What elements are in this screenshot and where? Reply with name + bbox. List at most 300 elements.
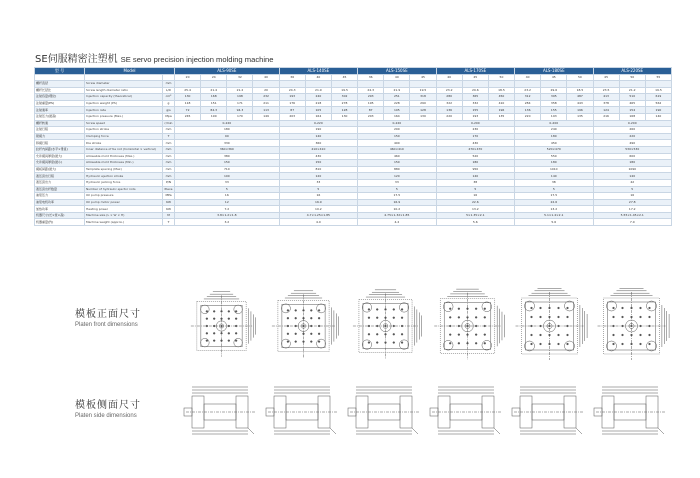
row-unit: mm bbox=[163, 127, 175, 134]
table-row bbox=[35, 153, 672, 160]
value-cell: 18.5 bbox=[567, 87, 593, 94]
value-cell: 3.8×1.2×1.8 bbox=[175, 212, 280, 219]
value-cell: 176 bbox=[279, 100, 305, 107]
value-cell: 1090 bbox=[593, 166, 671, 173]
value-cell: 120 bbox=[358, 173, 436, 180]
screw-size-cell: 55 bbox=[645, 75, 671, 81]
value-cell: 322 bbox=[436, 100, 462, 107]
value-cell: 21.2 bbox=[227, 87, 253, 94]
value-cell: 21.9 bbox=[384, 87, 410, 94]
value-cell: 124 bbox=[593, 107, 619, 114]
value-cell: 140 bbox=[279, 133, 357, 140]
value-cell: 105 bbox=[384, 107, 410, 114]
value-cell: 430 bbox=[279, 153, 357, 160]
value-cell: 33 bbox=[175, 179, 280, 186]
row-label-en: Injection weight (PS) bbox=[85, 100, 163, 107]
screw-size-cell: 40 bbox=[515, 75, 541, 81]
model-header: ALS-140SE bbox=[279, 68, 357, 75]
screw-size-cell: 40 bbox=[436, 75, 462, 81]
value-cell: 23.2 bbox=[515, 87, 541, 94]
value-cell: 240 bbox=[515, 127, 593, 134]
value-cell: 4.0 bbox=[279, 219, 357, 226]
value-cell bbox=[305, 81, 331, 88]
screw-size-cell: 45 bbox=[462, 75, 488, 81]
value-cell: 94.3 bbox=[227, 107, 253, 114]
value-cell: 5 bbox=[436, 186, 514, 193]
value-cell: 29.6 bbox=[541, 87, 567, 94]
value-cell: 17.5 bbox=[515, 193, 593, 200]
value-cell: 136 bbox=[436, 107, 462, 114]
row-label-cn: 移模行程 bbox=[35, 140, 85, 147]
platen-front-drawing bbox=[264, 282, 343, 366]
row-label-en: Hydraulic ejection stroke bbox=[85, 173, 163, 180]
value-cell: 245 bbox=[175, 113, 201, 120]
row-unit: cm³ bbox=[163, 94, 175, 101]
value-cell: 154 bbox=[619, 107, 645, 114]
value-cell: 203 bbox=[279, 113, 305, 120]
value-cell: 443 bbox=[567, 100, 593, 107]
row-unit: mm bbox=[163, 81, 175, 88]
value-cell: 410×410 bbox=[279, 146, 357, 153]
value-cell: 400 bbox=[358, 140, 436, 147]
header-model: Model bbox=[85, 68, 175, 75]
page-title bbox=[35, 50, 273, 65]
value-cell: 450 bbox=[488, 94, 514, 101]
value-cell bbox=[462, 81, 488, 88]
value-cell: 140 bbox=[645, 113, 671, 120]
value-cell: 358 bbox=[541, 100, 567, 107]
model-header: ALS-150SE bbox=[358, 68, 436, 75]
value-cell: 4.7×1.25×1.85 bbox=[279, 212, 357, 219]
value-cell: 164 bbox=[384, 113, 410, 120]
value-cell: 29.6 bbox=[462, 87, 488, 94]
table-row bbox=[35, 166, 672, 173]
value-cell: 130 bbox=[410, 113, 436, 120]
value-cell: 318 bbox=[410, 94, 436, 101]
value-cell: 118 bbox=[175, 100, 201, 107]
value-cell: 150 bbox=[358, 160, 436, 167]
value-cell: 430 bbox=[436, 140, 514, 147]
table-row bbox=[35, 186, 672, 193]
value-cell: 38 bbox=[436, 179, 514, 186]
value-cell: 520×470 bbox=[515, 146, 593, 153]
value-cell: 5 bbox=[175, 186, 280, 193]
row-label-cn: 机器尺寸(长×宽×高) bbox=[35, 212, 85, 219]
row-label-cn: 注射容量(理论) bbox=[35, 94, 85, 101]
row-label-en: Machine size (L × W × H) bbox=[85, 212, 163, 219]
row-unit: mm bbox=[163, 166, 175, 173]
table-row bbox=[35, 140, 672, 147]
table-row bbox=[35, 219, 672, 226]
value-cell: 140 bbox=[515, 173, 593, 180]
row-label-en: Injection pressure (Max.) bbox=[85, 113, 163, 120]
row-unit: r/min bbox=[163, 120, 175, 127]
value-cell: 460 bbox=[358, 153, 436, 160]
value-cell: 5 bbox=[515, 186, 593, 193]
value-cell: 16.9 bbox=[279, 199, 357, 206]
value-cell: 5.6 bbox=[436, 219, 514, 226]
row-label-en: Injection capacity (theoretical) bbox=[85, 94, 163, 101]
row-unit: mm bbox=[163, 173, 175, 180]
header-type: 型 号 bbox=[35, 68, 85, 75]
table-row bbox=[35, 120, 672, 127]
value-cell: 260 bbox=[593, 127, 671, 134]
value-cell: 203 bbox=[358, 113, 384, 120]
value-cell: 302 bbox=[331, 94, 357, 101]
value-cell: 13.2 bbox=[436, 206, 514, 213]
value-cell: 5×1.35×2.1 bbox=[436, 212, 514, 219]
platen-front-drawing bbox=[592, 282, 671, 366]
value-cell: 487 bbox=[567, 94, 593, 101]
screw-size-cell: 36 bbox=[358, 75, 384, 81]
model-header: ALS-180SE bbox=[515, 68, 593, 75]
table-row bbox=[35, 173, 672, 180]
front-drawings bbox=[182, 282, 671, 366]
row-unit: T bbox=[163, 219, 175, 226]
value-cell: 312 bbox=[515, 94, 541, 101]
value-cell: 460×410 bbox=[358, 146, 436, 153]
value-cell: 5 bbox=[593, 186, 671, 193]
value-cell: 22.6 bbox=[436, 199, 514, 206]
value-cell: 180 bbox=[436, 160, 514, 167]
row-label-en: Hydraulic jacking force bbox=[85, 179, 163, 186]
screw-size-cell: 50 bbox=[567, 75, 593, 81]
screw-size-cell: 20 bbox=[175, 75, 201, 81]
value-cell: 0-200 bbox=[593, 120, 671, 127]
value-cell: 180 bbox=[175, 127, 280, 134]
table-row bbox=[35, 133, 672, 140]
table-row bbox=[35, 179, 672, 186]
value-cell: 710 bbox=[175, 166, 280, 173]
value-cell: 810 bbox=[279, 166, 357, 173]
value-cell: 72 bbox=[175, 107, 201, 114]
value-cell: 5.6 bbox=[515, 219, 593, 226]
value-cell: 251 bbox=[384, 94, 410, 101]
row-unit: KW bbox=[163, 206, 175, 213]
row-label-cn: 螺杆长径比 bbox=[35, 87, 85, 94]
value-cell: 200 bbox=[358, 127, 436, 134]
value-cell: 113 bbox=[253, 107, 279, 114]
value-cell bbox=[645, 81, 671, 88]
row-label-cn: 液压顶出力 bbox=[35, 179, 85, 186]
value-cell: 130 bbox=[331, 113, 357, 120]
row-label-en: Heating power bbox=[85, 206, 163, 213]
value-cell: 211 bbox=[253, 100, 279, 107]
table-header-row bbox=[35, 68, 672, 75]
value-cell: 18.5 bbox=[488, 87, 514, 94]
screw-size-cell: 45 bbox=[410, 75, 436, 81]
value-cell: 42 bbox=[593, 179, 671, 186]
row-label-cn: 注射行程 bbox=[35, 127, 85, 134]
value-cell: 1010 bbox=[515, 166, 593, 173]
value-cell: 19.5 bbox=[331, 87, 357, 94]
value-cell: 360 bbox=[279, 140, 357, 147]
row-label-en: Number of hydraulic ejector rods bbox=[85, 186, 163, 193]
value-cell: 619 bbox=[645, 94, 671, 101]
screw-size-cell: 40 bbox=[253, 75, 279, 81]
value-cell: 293 bbox=[358, 94, 384, 101]
value-cell: 120 bbox=[279, 173, 357, 180]
value-cell: 170 bbox=[227, 113, 253, 120]
value-cell: 170 bbox=[436, 133, 514, 140]
value-cell bbox=[515, 81, 541, 88]
value-cell: 33 bbox=[279, 179, 357, 186]
value-cell: 140 bbox=[593, 173, 671, 180]
value-cell: 218 bbox=[305, 100, 331, 107]
value-cell: 5.55×1.45×2.1 bbox=[593, 212, 671, 219]
value-cell: 5 bbox=[358, 186, 436, 193]
row-label-en: Machine weight (approx.) bbox=[85, 219, 163, 226]
platen-front-drawing bbox=[346, 282, 425, 366]
value-cell bbox=[567, 81, 593, 88]
row-unit: mm bbox=[163, 140, 175, 147]
value-cell: 23.5 bbox=[593, 87, 619, 94]
value-cell: 378 bbox=[593, 100, 619, 107]
platen-side-drawing bbox=[428, 382, 507, 440]
row-label-cn: 螺杆直径 bbox=[35, 81, 85, 88]
value-cell: 7.0 bbox=[593, 219, 671, 226]
table-row bbox=[35, 127, 672, 134]
row-unit: g/s bbox=[163, 107, 175, 114]
value-cell: 195 bbox=[358, 100, 384, 107]
row-label-en: Injection stroke bbox=[85, 127, 163, 134]
screw-size-cell: 36 bbox=[279, 75, 305, 81]
table-row bbox=[35, 87, 672, 94]
value-cell: 280 bbox=[436, 94, 462, 101]
value-cell: 7.2 bbox=[175, 206, 280, 213]
value-cell: 150 bbox=[279, 160, 357, 167]
value-cell: 151 bbox=[201, 100, 227, 107]
value-cell: 87 bbox=[279, 107, 305, 114]
value-cell bbox=[593, 81, 619, 88]
value-cell: 135 bbox=[488, 113, 514, 120]
value-cell: 196 bbox=[567, 107, 593, 114]
side-label-cn: 模板侧面尺寸 bbox=[75, 400, 141, 411]
row-label-cn: 液压顶出杆数量 bbox=[35, 186, 85, 193]
value-cell: 530×530 bbox=[593, 146, 671, 153]
row-label-en: Die stroke bbox=[85, 140, 163, 147]
row-label-cn: 液压顶出行程 bbox=[35, 173, 85, 180]
value-cell: 23.2 bbox=[436, 87, 462, 94]
value-cell: 290 bbox=[410, 100, 436, 107]
value-cell: 128 bbox=[331, 107, 357, 114]
front-label-cn: 模板正面尺寸 bbox=[75, 309, 141, 320]
value-cell: 168 bbox=[619, 113, 645, 120]
value-cell bbox=[227, 81, 253, 88]
value-cell: 130 bbox=[175, 94, 201, 101]
row-label-en: Clamping force bbox=[85, 133, 163, 140]
value-cell bbox=[253, 81, 279, 88]
side-section-label bbox=[75, 396, 141, 419]
screw-size-cell: 24 bbox=[201, 75, 227, 81]
value-cell: 278 bbox=[331, 100, 357, 107]
table-row bbox=[35, 199, 672, 206]
table-row bbox=[35, 81, 672, 88]
value-cell: 135 bbox=[567, 113, 593, 120]
row-label-en: Screw diameter bbox=[85, 81, 163, 88]
value-cell: 180 bbox=[515, 133, 593, 140]
table-row bbox=[35, 212, 672, 219]
value-cell: 19.5 bbox=[645, 87, 671, 94]
value-cell: 150 bbox=[358, 133, 436, 140]
table-row bbox=[35, 146, 672, 153]
value-cell: 880 bbox=[358, 166, 436, 173]
value-cell: 20 bbox=[253, 87, 279, 94]
value-cell: 240 bbox=[305, 94, 331, 101]
value-cell: 220 bbox=[436, 113, 462, 120]
value-cell: 193 bbox=[462, 113, 488, 120]
value-cell: 16 bbox=[436, 193, 514, 200]
value-cell: 4.75×1.32×1.85 bbox=[358, 212, 436, 219]
value-cell bbox=[384, 81, 410, 88]
side-label-en: Platen side dimensions bbox=[75, 413, 137, 419]
value-cell: 17.2 bbox=[593, 206, 671, 213]
value-cell: 470×470 bbox=[436, 146, 514, 153]
value-cell bbox=[358, 81, 384, 88]
row-unit: Piece bbox=[163, 186, 175, 193]
screw-size-cell: 50 bbox=[488, 75, 514, 81]
row-unit: g bbox=[163, 100, 175, 107]
table-row bbox=[35, 113, 672, 120]
value-cell: 24.3 bbox=[358, 87, 384, 94]
value-cell bbox=[279, 81, 305, 88]
value-cell: 193 bbox=[541, 113, 567, 120]
row-label-en: Injection rate bbox=[85, 107, 163, 114]
value-cell: 16 bbox=[279, 193, 357, 200]
value-cell: 395 bbox=[541, 94, 567, 101]
value-cell bbox=[619, 81, 645, 88]
value-cell: 190 bbox=[201, 113, 227, 120]
table-row bbox=[35, 100, 672, 107]
value-cell: 5 bbox=[279, 186, 357, 193]
model-header: ALS-220SE bbox=[593, 68, 671, 75]
row-label-en: Screw length diameter ratio bbox=[85, 87, 163, 94]
value-cell: 149 bbox=[253, 113, 279, 120]
title-chinese: SE伺服精密注塑机 bbox=[35, 54, 118, 65]
row-unit: mm bbox=[163, 146, 175, 153]
value-cell: 5.1×1.4×2.1 bbox=[515, 212, 593, 219]
row-unit: mm bbox=[163, 160, 175, 167]
value-cell: 3.2 bbox=[175, 219, 280, 226]
table-row bbox=[35, 160, 672, 167]
table-row bbox=[35, 107, 672, 114]
row-unit: mm bbox=[163, 153, 175, 160]
value-cell: 33 bbox=[358, 179, 436, 186]
platen-front-drawing bbox=[182, 282, 261, 366]
value-cell: 21.9 bbox=[305, 87, 331, 94]
value-cell: 0-220 bbox=[358, 120, 436, 127]
platen-side-drawing bbox=[592, 382, 671, 440]
row-unit: L/D bbox=[163, 87, 175, 94]
row-label-cn: 注射重量(PS) bbox=[35, 100, 85, 107]
value-cell: 198 bbox=[227, 94, 253, 101]
screw-size-cell: 45 bbox=[331, 75, 357, 81]
title-english: SE servo precision injection molding machine bbox=[120, 55, 274, 64]
value-cell: 600 bbox=[593, 153, 671, 160]
value-cell: 17.5 bbox=[358, 193, 436, 200]
row-label-en: Allowable mold thickness (Max.) bbox=[85, 153, 163, 160]
value-cell: 510 bbox=[619, 94, 645, 101]
value-cell: 365 bbox=[462, 94, 488, 101]
screw-size-cell: 45 bbox=[541, 75, 567, 81]
value-cell bbox=[541, 81, 567, 88]
value-cell: 0-220 bbox=[279, 120, 357, 127]
value-cell: 27.8 bbox=[593, 199, 671, 206]
front-section-label bbox=[75, 305, 141, 328]
row-label-cn: 加热功率 bbox=[35, 206, 85, 213]
side-drawings bbox=[182, 382, 671, 440]
model-header: ALS-90SE bbox=[175, 68, 280, 75]
row-label-cn: 允许模具厚度(最大) bbox=[35, 153, 85, 160]
value-cell: 216 bbox=[593, 113, 619, 120]
value-cell: 413 bbox=[593, 94, 619, 101]
platen-front-drawing bbox=[428, 282, 507, 366]
value-cell: 24.3 bbox=[279, 87, 305, 94]
value-cell: 193 bbox=[279, 94, 305, 101]
value-cell: 87 bbox=[358, 107, 384, 114]
value-cell: 190 bbox=[645, 107, 671, 114]
value-cell: 150 bbox=[175, 160, 280, 167]
value-cell: 84.3 bbox=[201, 107, 227, 114]
row-label-en: Oil pump motor power bbox=[85, 199, 163, 206]
value-cell: 168 bbox=[201, 94, 227, 101]
row-unit: M bbox=[163, 212, 175, 219]
value-cell: 25.4 bbox=[175, 87, 201, 94]
value-cell: 105 bbox=[305, 107, 331, 114]
value-cell: 13.2 bbox=[515, 206, 593, 213]
row-label-cn: 油泵压力 bbox=[35, 193, 85, 200]
value-cell: 171 bbox=[227, 100, 253, 107]
value-cell: 950 bbox=[436, 166, 514, 173]
value-cell: 0-200 bbox=[436, 120, 514, 127]
value-cell: 136 bbox=[515, 107, 541, 114]
platen-side-drawing bbox=[182, 382, 261, 440]
row-label-cn: 模板间距(最大) bbox=[35, 166, 85, 173]
value-cell: 550 bbox=[515, 153, 593, 160]
value-cell: 220 bbox=[593, 133, 671, 140]
row-label-cn: 允许模具厚度(最小) bbox=[35, 160, 85, 167]
screw-size-cell: 50 bbox=[619, 75, 645, 81]
value-cell: 228 bbox=[384, 100, 410, 107]
value-cell: 332 bbox=[462, 100, 488, 107]
platen-side-drawing bbox=[264, 382, 343, 440]
value-cell bbox=[331, 81, 357, 88]
value-cell: 490 bbox=[593, 140, 671, 147]
row-label-cn: 机器重量(约) bbox=[35, 219, 85, 226]
value-cell: 16 bbox=[593, 193, 671, 200]
row-label-cn: 注射速率 bbox=[35, 107, 85, 114]
value-cell: 155 bbox=[541, 107, 567, 114]
row-unit: Mpa bbox=[163, 113, 175, 120]
row-label-cn: 油泵电机功率 bbox=[35, 199, 85, 206]
platen-side-drawing bbox=[510, 382, 589, 440]
table-row bbox=[35, 193, 672, 200]
value-cell: 465 bbox=[619, 100, 645, 107]
value-cell: 12 bbox=[175, 199, 280, 206]
row-label-en: Inner distance of tie rod (horizontal × vertical) bbox=[85, 146, 163, 153]
screw-size-cell: 40 bbox=[384, 75, 410, 81]
row-label-cn: 注射压力(最高) bbox=[35, 113, 85, 120]
table-row bbox=[35, 206, 672, 213]
value-cell: 22.6 bbox=[515, 199, 593, 206]
value-cell: 10.2 bbox=[279, 206, 357, 213]
value-cell: 164 bbox=[305, 113, 331, 120]
value-cell: 140 bbox=[436, 173, 514, 180]
row-label-en: Oil pump pressure bbox=[85, 193, 163, 200]
table-row bbox=[35, 94, 672, 101]
value-cell: 16 bbox=[175, 193, 280, 200]
value-cell: 128 bbox=[410, 107, 436, 114]
